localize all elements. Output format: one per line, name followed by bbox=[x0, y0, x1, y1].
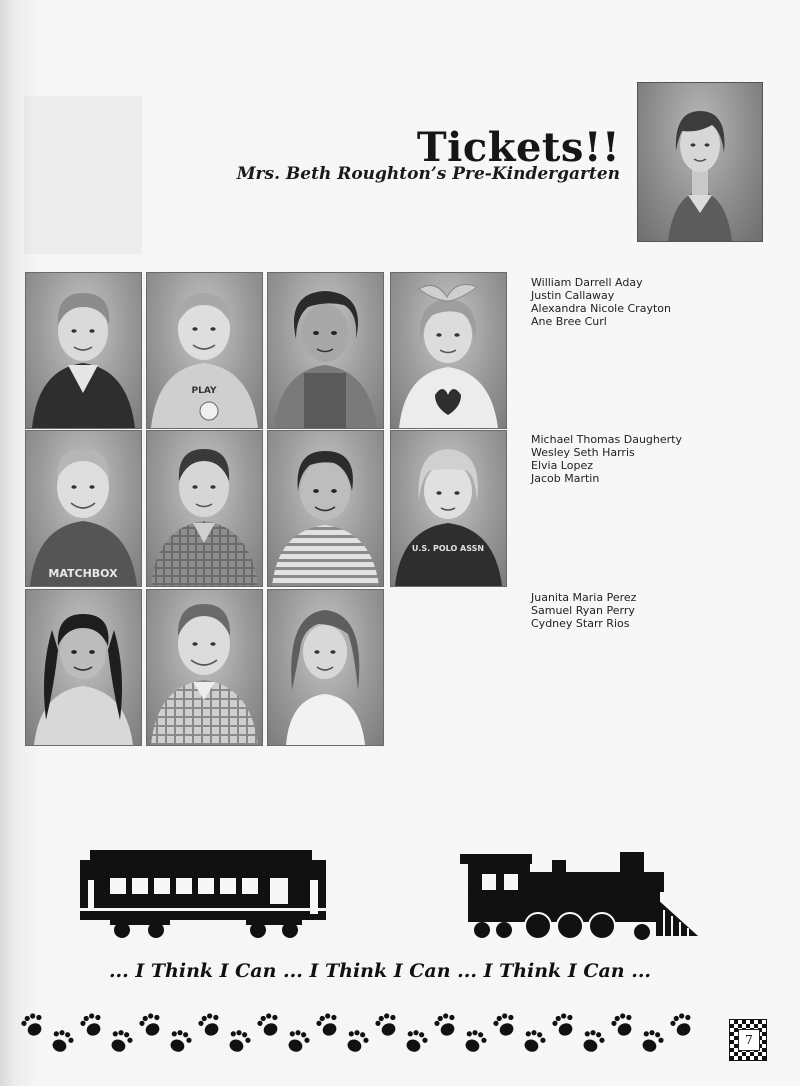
paw-print-icon bbox=[284, 1028, 311, 1056]
paw-print-icon bbox=[343, 1028, 370, 1056]
paw-print-icon bbox=[491, 1010, 519, 1039]
student-portrait bbox=[390, 272, 507, 429]
paw-print-icon bbox=[432, 1010, 460, 1039]
shirt-text: PLAY bbox=[191, 386, 217, 396]
student-name: Cydney Starr Rios bbox=[531, 617, 630, 630]
student-portrait bbox=[25, 430, 142, 587]
portrait-figure bbox=[147, 590, 262, 745]
paw-print-icon bbox=[668, 1010, 696, 1039]
paw-print-border bbox=[18, 1006, 718, 1066]
student-portrait bbox=[267, 430, 384, 587]
faint-background-box bbox=[24, 96, 142, 254]
portrait-figure bbox=[268, 431, 383, 586]
portrait-figure bbox=[26, 273, 141, 428]
paw-print-icon bbox=[19, 1010, 47, 1039]
teacher-portrait-figure bbox=[638, 83, 762, 241]
paw-print-icon bbox=[550, 1010, 578, 1039]
portrait-figure bbox=[268, 590, 383, 745]
paw-print-icon bbox=[107, 1028, 134, 1056]
class-subtitle: Mrs. Beth Roughton’s Pre-Kindergarten bbox=[236, 164, 620, 184]
student-name: Alexandra Nicole Crayton bbox=[531, 302, 671, 315]
tagline: ... I Think I Can ... I Think I Can ... I Think I Can ... bbox=[108, 960, 652, 982]
student-portrait bbox=[146, 430, 263, 587]
student-name: Elvia Lopez bbox=[531, 459, 593, 472]
student-name: Michael Thomas Daugherty bbox=[531, 433, 682, 446]
portrait-figure bbox=[26, 590, 141, 745]
student-name: Juanita Maria Perez bbox=[531, 591, 637, 604]
student-name: Ane Bree Curl bbox=[531, 315, 607, 328]
paw-print-icon bbox=[255, 1010, 283, 1039]
paw-print-icon bbox=[48, 1028, 75, 1056]
paw-print-icon bbox=[402, 1028, 429, 1056]
paw-print-icon bbox=[520, 1028, 547, 1056]
shirt-text: MATCHBOX bbox=[48, 567, 118, 580]
student-name: Jacob Martin bbox=[531, 472, 600, 485]
portrait-figure bbox=[268, 273, 383, 428]
name-list-row-1 bbox=[531, 276, 731, 328]
student-name: William Darrell Aday bbox=[531, 276, 643, 289]
student-portrait bbox=[267, 589, 384, 746]
student-portrait bbox=[25, 589, 142, 746]
portrait-figure bbox=[391, 431, 506, 586]
train-locomotive-icon bbox=[460, 852, 702, 944]
page-title: Tickets!! bbox=[416, 124, 620, 171]
paw-print-icon bbox=[137, 1010, 165, 1039]
student-name: Justin Callaway bbox=[531, 289, 615, 302]
portrait-figure bbox=[147, 431, 262, 586]
paw-print-icon bbox=[609, 1010, 637, 1039]
paw-print-icon bbox=[373, 1010, 401, 1039]
paw-print-icon bbox=[461, 1028, 488, 1056]
name-list-row-3 bbox=[531, 591, 731, 630]
student-portrait bbox=[25, 272, 142, 429]
student-name: Wesley Seth Harris bbox=[531, 446, 635, 459]
shirt-text: U.S. POLO ASSN bbox=[411, 544, 485, 553]
student-name: Samuel Ryan Perry bbox=[531, 604, 635, 617]
student-portrait bbox=[146, 272, 263, 429]
page-number-badge bbox=[729, 1019, 767, 1061]
student-portrait bbox=[146, 589, 263, 746]
portrait-figure bbox=[26, 431, 141, 586]
train-passenger-car-icon bbox=[80, 848, 330, 940]
name-list-row-2 bbox=[531, 433, 731, 485]
paw-print-icon bbox=[196, 1010, 224, 1039]
paw-print-icon bbox=[638, 1028, 665, 1056]
paw-print-icon bbox=[166, 1028, 193, 1056]
paw-print-icon bbox=[78, 1010, 106, 1039]
paw-print-icon bbox=[225, 1028, 252, 1056]
student-portrait bbox=[267, 272, 384, 429]
paw-print-icon bbox=[579, 1028, 606, 1056]
teacher-portrait bbox=[637, 82, 763, 242]
paw-print-icon bbox=[314, 1010, 342, 1039]
page-number: 7 bbox=[738, 1029, 760, 1051]
portrait-figure bbox=[391, 273, 506, 428]
student-portrait bbox=[390, 430, 507, 587]
portrait-figure bbox=[147, 273, 262, 428]
